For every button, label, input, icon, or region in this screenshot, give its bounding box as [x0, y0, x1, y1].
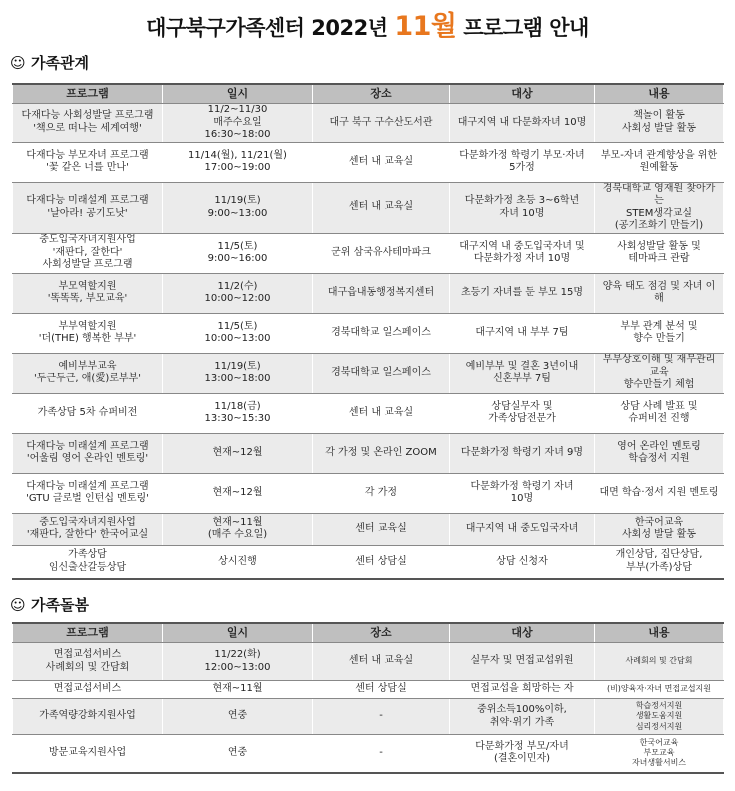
target-cell: 다문화가정 초등 3~6학년 자녀 10명	[450, 182, 595, 233]
target-cell: 예비부부 및 결혼 3년이내 신혼부부 7팀	[450, 353, 595, 393]
content-cell: 한국어교육 부모교육 자녀생활서비스	[595, 735, 724, 773]
section-heading-family-care	[10, 594, 89, 615]
content-cell: 부부상호이해 및 재무관리교육 향수만들기 체험	[595, 353, 724, 393]
title-prefix: 대구북구가족센터 2022년	[146, 16, 395, 40]
table-row	[13, 104, 724, 143]
schedule-cell: 11/5(토) 10:00~13:00	[163, 313, 313, 353]
schedule-cell: 현재~11월	[163, 681, 313, 699]
schedule-cell: 현재~12월	[163, 473, 313, 513]
program-cell: 다재다능 부모자녀 프로그램 '꽃 같은 너를 만나'	[13, 142, 163, 182]
content-cell: 부부 관계 분석 및 향수 만들기	[595, 313, 724, 353]
location-cell: 센터 상담실	[313, 681, 450, 699]
schedule-cell: 11/19(토) 9:00~13:00	[163, 182, 313, 233]
column-header: 프로그램	[13, 84, 163, 104]
content-cell: (비)양육자·자녀 면접교섭지원	[595, 681, 724, 699]
table-row	[13, 473, 724, 513]
page-title	[0, 4, 735, 43]
content-cell: 사례회의 및 간담회	[595, 643, 724, 681]
program-cell: 가족상담 임신출산갈등상담	[13, 545, 163, 579]
content-cell: 부모-자녀 관계향상을 위한 원예활동	[595, 142, 724, 182]
section-heading-text: 가족관계	[31, 54, 89, 72]
table-row	[13, 393, 724, 433]
content-cell: 책놀이 활동 사회성 발달 활동	[595, 104, 724, 143]
location-cell: 센터 상담실	[313, 545, 450, 579]
content-cell: 경북대학교 영재원 찾아가는 STEM생각교실 (공기조화기 만들기)	[595, 182, 724, 233]
schedule-cell: 11/2(수) 10:00~12:00	[163, 273, 313, 313]
content-cell: 개인상담, 집단상담, 부부(가족)상담	[595, 545, 724, 579]
target-cell: 초등기 자녀를 둔 부모 15명	[450, 273, 595, 313]
program-cell: 방문교육지원사업	[13, 735, 163, 773]
schedule-cell: 11/14(월), 11/21(월) 17:00~19:00	[163, 142, 313, 182]
content-cell: 사회성발달 활동 및 테마파크 관람	[595, 233, 724, 273]
target-cell: 대구지역 내 다문화자녀 10명	[450, 104, 595, 143]
location-cell: 각 가정 및 온라인 ZOOM	[313, 433, 450, 473]
section-heading-family-relations	[10, 52, 89, 73]
content-cell: 영어 온라인 멘토링 학습정서 지원	[595, 433, 724, 473]
location-cell: 대구 북구 구수산도서관	[313, 104, 450, 143]
table-row	[13, 233, 724, 273]
target-cell: 상담 신청자	[450, 545, 595, 579]
column-header: 프로그램	[13, 623, 163, 643]
schedule-cell: 상시진행	[163, 545, 313, 579]
location-cell: 센터 내 교육실	[313, 142, 450, 182]
target-cell: 다문화가정 학령기 자녀 9명	[450, 433, 595, 473]
program-cell: 다재다능 미래설계 프로그램 '날아라! 공기도낫'	[13, 182, 163, 233]
schedule-cell: 11/18(금) 13:30~15:30	[163, 393, 313, 433]
table-header-row	[13, 84, 724, 104]
title-month: 11월	[394, 11, 457, 42]
location-cell: 센터 교육실	[313, 513, 450, 545]
content-cell: 양육 태도 점검 및 자녀 이해	[595, 273, 724, 313]
program-cell: 부부역할지원 '더(THE) 행복한 부부'	[13, 313, 163, 353]
table-row	[13, 353, 724, 393]
schedule-cell: 11/5(토) 9:00~16:00	[163, 233, 313, 273]
content-cell: 학습정서지원 생활도움지원 심리정서지원	[595, 699, 724, 735]
location-cell: 각 가정	[313, 473, 450, 513]
target-cell: 대구지역 내 부부 7팀	[450, 313, 595, 353]
target-cell: 다문화가정 부모/자녀 (결혼이민자)	[450, 735, 595, 773]
table-row	[13, 735, 724, 773]
location-cell: 대구읍내동행정복지센터	[313, 273, 450, 313]
location-cell: -	[313, 699, 450, 735]
program-cell: 가족역량강화지원사업	[13, 699, 163, 735]
location-cell: 센터 내 교육실	[313, 643, 450, 681]
location-cell: 경북대학교 일스페이스	[313, 313, 450, 353]
column-header: 일시	[163, 623, 313, 643]
program-cell: 예비부부교육 '두근두근, 애(愛)로부부'	[13, 353, 163, 393]
target-cell: 상담실무자 및 가족상담전문가	[450, 393, 595, 433]
program-cell: 면접교섭서비스	[13, 681, 163, 699]
table-row	[13, 313, 724, 353]
program-cell: 중도입국자녀지원사업 '재판다, 잘한다' 한국어교실	[13, 513, 163, 545]
smiley-icon: ☺	[10, 596, 26, 614]
program-cell: 다재다능 미래설계 프로그램 'GTU 글로벌 인턴십 멘토링'	[13, 473, 163, 513]
schedule-cell: 11/2~11/30 매주수요일 16:30~18:00	[163, 104, 313, 143]
location-cell: 센터 내 교육실	[313, 393, 450, 433]
content-cell: 대면 학습·정서 지원 멘토링	[595, 473, 724, 513]
table-header-row	[13, 623, 724, 643]
program-cell: 중도입국자녀지원사업 '재판다, 잘한다' 사회성발달 프로그램	[13, 233, 163, 273]
column-header: 장소	[313, 623, 450, 643]
program-cell: 가족상담 5차 슈퍼비전	[13, 393, 163, 433]
location-cell: -	[313, 735, 450, 773]
program-cell: 면접교섭서비스 사례회의 및 간담회	[13, 643, 163, 681]
smiley-icon: ☺	[10, 54, 26, 72]
program-table-family-care	[12, 622, 724, 774]
column-header: 장소	[313, 84, 450, 104]
target-cell: 대구지역 내 중도입국자녀 및 다문화가정 자녀 10명	[450, 233, 595, 273]
program-cell: 부모역할지원 '똑똑똑, 부모교육'	[13, 273, 163, 313]
program-table-family-relations	[12, 83, 724, 580]
table-row	[13, 681, 724, 699]
title-suffix: 프로그램 안내	[456, 16, 589, 40]
section-heading-text: 가족돌봄	[31, 596, 89, 614]
table-row	[13, 433, 724, 473]
target-cell: 중위소득100%이하, 취약·위기 가족	[450, 699, 595, 735]
schedule-cell: 연중	[163, 735, 313, 773]
target-cell: 면접교섭을 희망하는 자	[450, 681, 595, 699]
column-header: 대상	[450, 623, 595, 643]
table-row	[13, 273, 724, 313]
table-row	[13, 643, 724, 681]
table-row	[13, 142, 724, 182]
location-cell: 센터 내 교육실	[313, 182, 450, 233]
schedule-cell: 11/22(화) 12:00~13:00	[163, 643, 313, 681]
content-cell: 한국어교육 사회성 발달 활동	[595, 513, 724, 545]
target-cell: 다문화가정 학령기 자녀 10명	[450, 473, 595, 513]
table-row	[13, 182, 724, 233]
column-header: 대상	[450, 84, 595, 104]
program-cell: 다재다능 사회성발달 프로그램 '책으로 떠나는 세계여행'	[13, 104, 163, 143]
location-cell: 경북대학교 일스페이스	[313, 353, 450, 393]
target-cell: 대구지역 내 중도입국자녀	[450, 513, 595, 545]
table-row	[13, 513, 724, 545]
column-header: 내용	[595, 623, 724, 643]
location-cell: 군위 삼국유사테마파크	[313, 233, 450, 273]
column-header: 일시	[163, 84, 313, 104]
schedule-cell: 11/19(토) 13:00~18:00	[163, 353, 313, 393]
schedule-cell: 현재~11월 (매주 수요일)	[163, 513, 313, 545]
column-header: 내용	[595, 84, 724, 104]
program-cell: 다재다능 미래설계 프로그램 '어울림 영어 온라인 멘토링'	[13, 433, 163, 473]
content-cell: 상담 사례 발표 및 슈퍼비전 진행	[595, 393, 724, 433]
schedule-cell: 연중	[163, 699, 313, 735]
schedule-cell: 현재~12월	[163, 433, 313, 473]
table-row	[13, 699, 724, 735]
target-cell: 다문화가정 학령기 부모·자녀 5가정	[450, 142, 595, 182]
target-cell: 실무자 및 면접교섭위원	[450, 643, 595, 681]
table-row	[13, 545, 724, 579]
